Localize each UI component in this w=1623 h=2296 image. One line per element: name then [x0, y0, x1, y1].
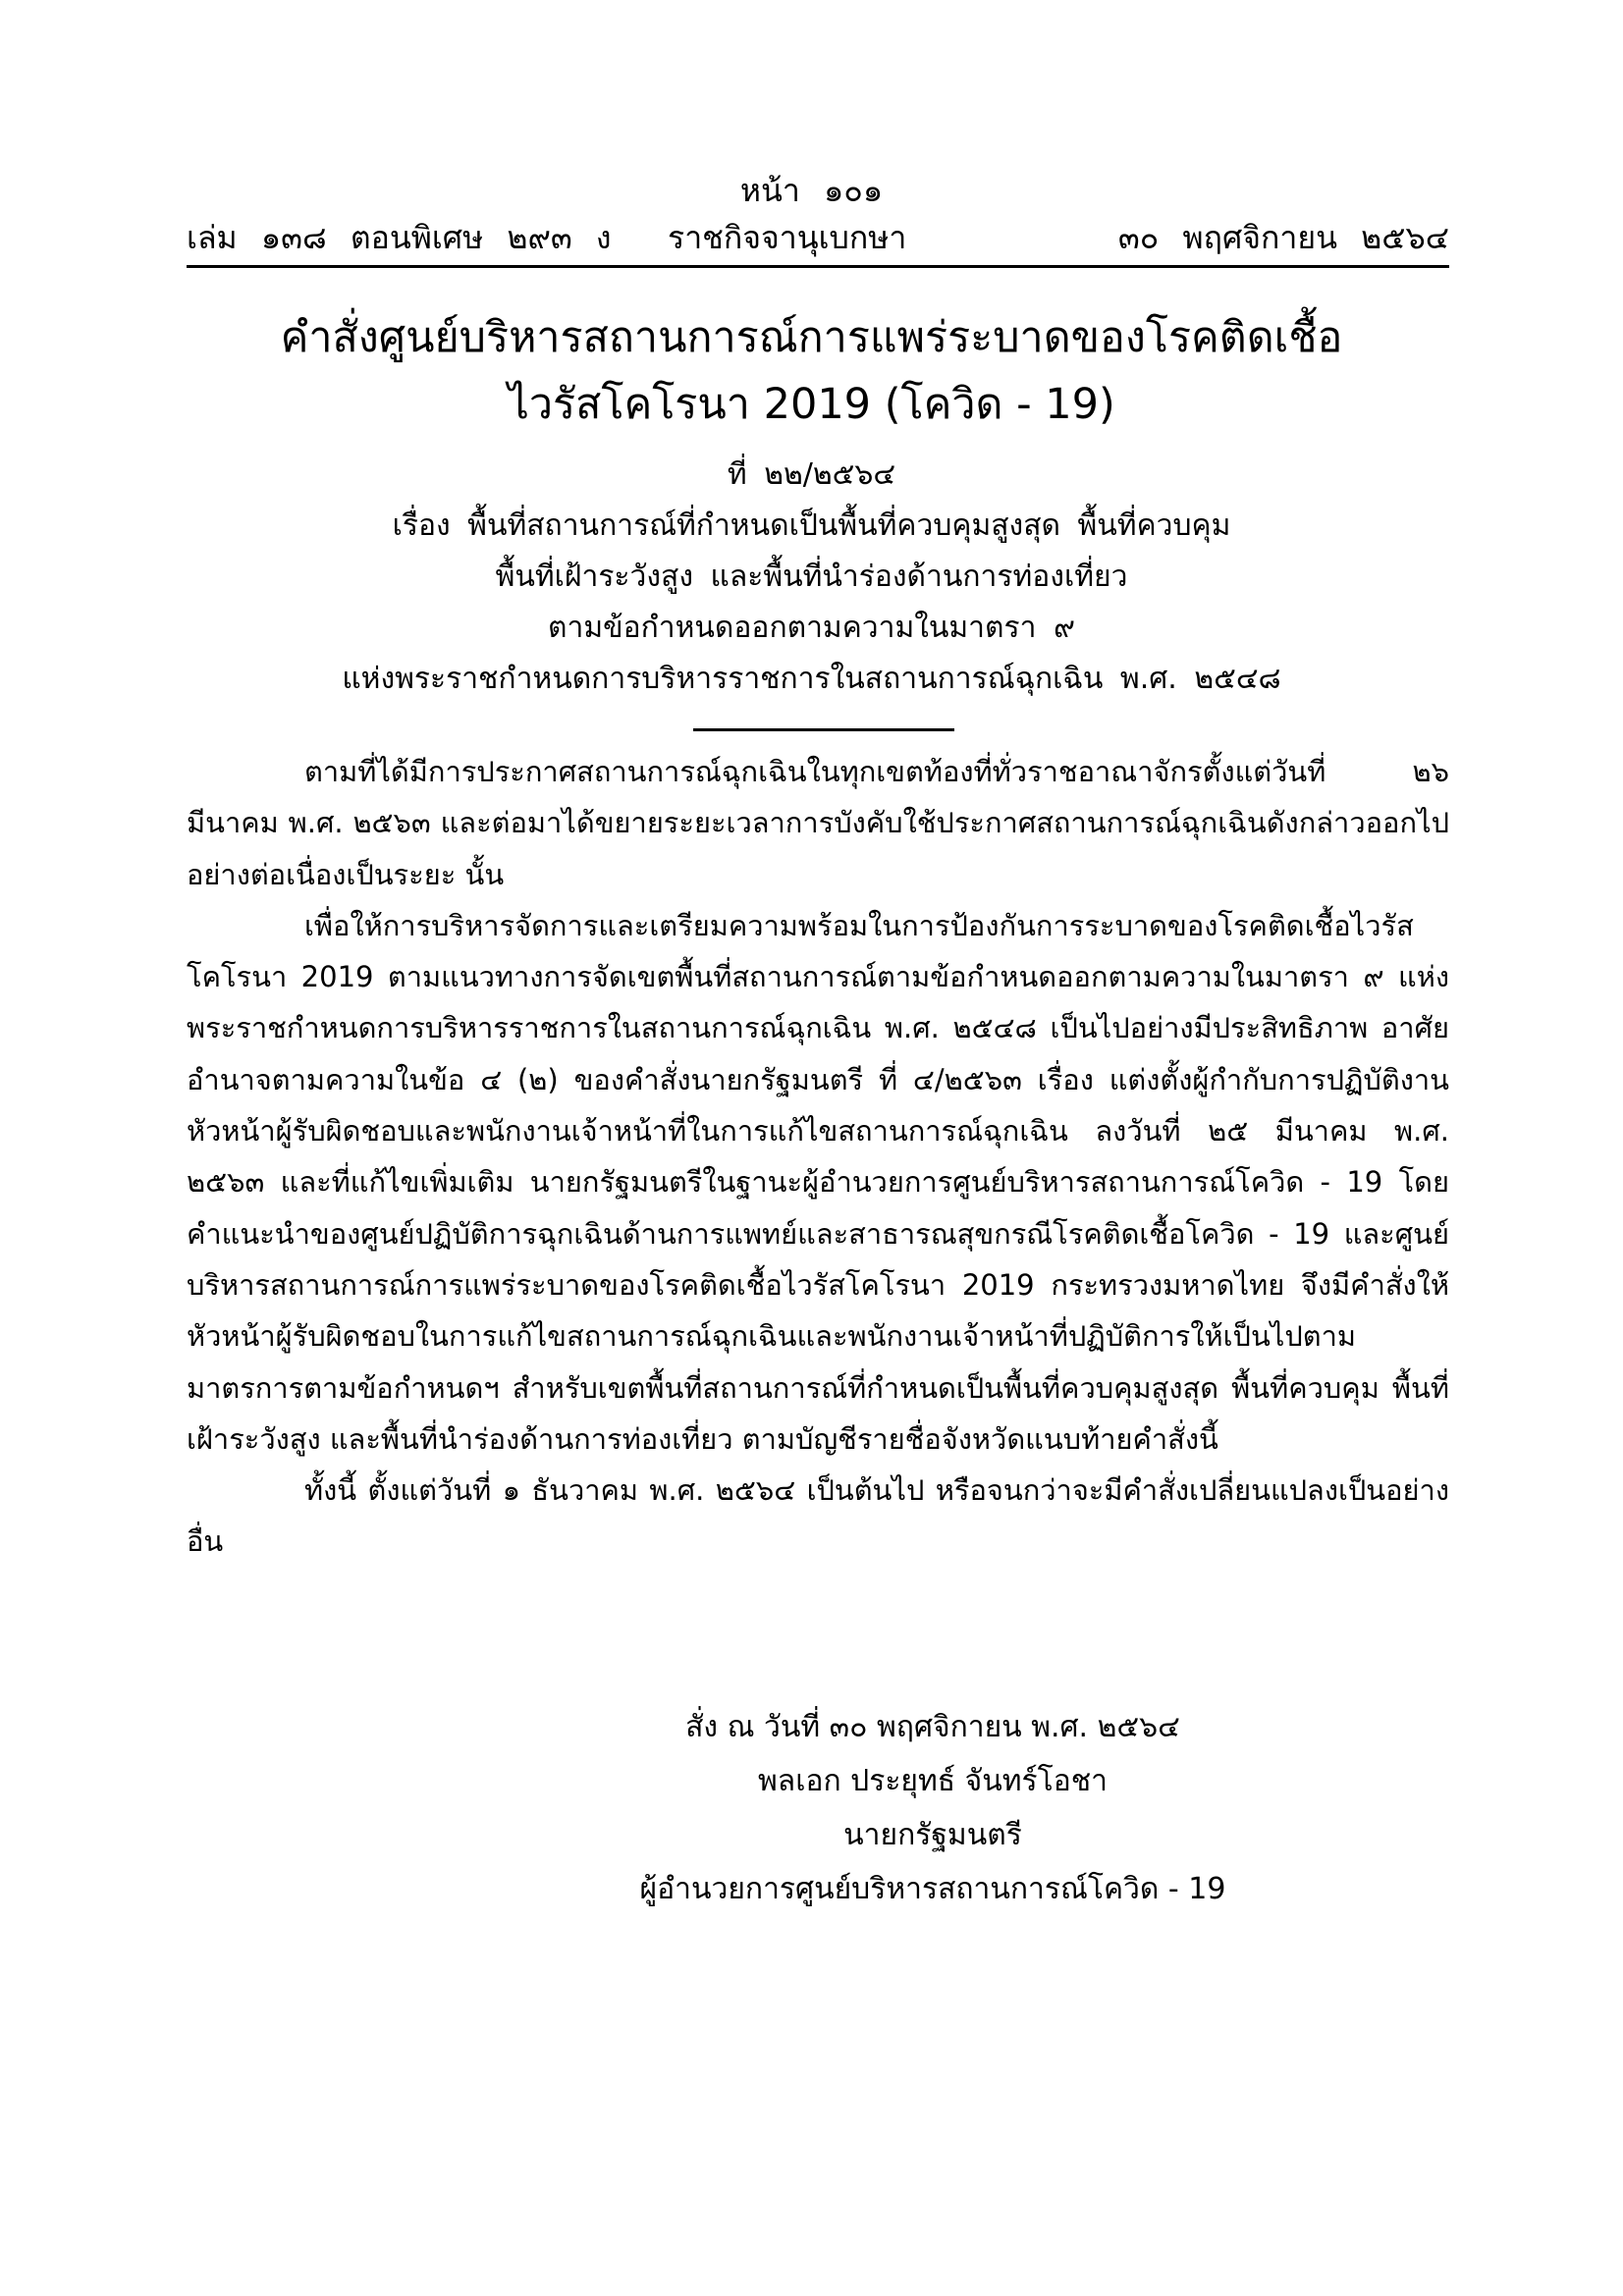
subject-divider — [693, 728, 954, 731]
volume-info: เล่ม ๑๓๘ ตอนพิเศษ ๒๙๓ ง — [187, 219, 612, 256]
subject-line-1: เรื่อง พื้นที่สถานการณ์ที่กำหนดเป็นพื้นที่ควบคุมสูงสุด พื้นที่ควบคุม — [392, 508, 1231, 543]
gazette-date: ๓๐ พฤศจิกายน ๒๕๖๔ — [1117, 219, 1449, 256]
signature-block — [550, 1700, 1316, 1916]
subject-line-2: พื้นที่เฝ้าระวังสูง และพื้นที่นำร่องด้านการท่องเที่ยว — [495, 560, 1128, 594]
gazette-name: ราชกิจจานุเบกษา — [668, 219, 907, 256]
body-paragraph-3: ทั้งนี้ ตั้งแต่วันที่ ๑ ธันวาคม พ.ศ. ๒๕๖๔ เป็นต้นไป หรือจนกว่าจะมีคำสั่งเปลี่ยนแปลงเป็นอย่างอื่น — [187, 1473, 1449, 1559]
document-title — [118, 304, 1505, 438]
title-line-2: ไวรัสโคโรนา 2019 (โควิด - 19) — [508, 380, 1115, 429]
body-paragraph-2: เพื่อให้การบริหารจัดการและเตรียมความพร้อมในการป้องกันการระบาดของโรคติดเชื้อไวรัสโคโรนา 2019 ตามแนวทางการจัดเขตพื้นที่สถานการณ์ตามข้อกำหนดออกตามความในมาตรา ๙ แห่งพระราชกำหนดการบริหารราชการในสถานการณ์ฉุกเฉิน พ.ศ. ๒๕๔๘ เป็นไปอย่างมีประสิทธิภาพ อาศัยอำนาจตามความในข้อ ๔ (๒) ของคำสั่งนายกรัฐมนตรี ที่ ๔/๒๕๖๓ เรื่อง แต่งตั้งผู้กำกับการปฏิบัติงาน หัวหน้าผู้รับผิดชอบและพนักงานเจ้าหน้าที่ในการแก้ไขสถานการณ์ฉุกเฉิน ลงวันที่ ๒๕ มีนาคม พ.ศ. ๒๕๖๓ และที่แก้ไขเพิ่มเติม นายกรัฐมนตรีในฐานะผู้อำนวยการศูนย์บริหารสถานการณ์โควิด - 19 โดยคำแนะนำของศูนย์ปฏิบัติการฉุกเฉินด้านการแพทย์และสาธารณสุขกรณีโรคติดเชื้อโควิด - 19 และศูนย์บริหารสถานการณ์การแพร่ระบาดของโรคติดเชื้อไวรัสโคโรนา 2019 กระทรวงมหาดไทย จึงมีคำสั่งให้หัวหน้าผู้รับผิดชอบในการแก้ไขสถานการณ์ฉุกเฉินและพนักงานเจ้าหน้าที่ปฏิบัติการให้เป็นไปตามมาตรการตามข้อกำหนดฯ สำหรับเขตพื้นที่สถานการณ์ที่กำหนดเป็นพื้นที่ควบคุมสูงสุด พื้นที่ควบคุม พื้นที่เฝ้าระวังสูง และพื้นที่นำร่องด้านการท่องเที่ยว ตามบัญชีรายชื่อจังหวัดแนบท้ายคำสั่งนี้ — [187, 908, 1449, 1456]
document-subject — [118, 450, 1505, 705]
title-line-1: คำสั่งศูนย์บริหารสถานการณ์การแพร่ระบาดของโรคติดเชื้อ — [280, 313, 1343, 362]
signer-role: ผู้อำนวยการศูนย์บริหารสถานการณ์โควิด - 19 — [639, 1872, 1226, 1906]
issued-date: สั่ง ณ วันที่ ๓๐ พฤศจิกายน พ.ศ. ๒๕๖๔ — [685, 1710, 1180, 1744]
signer-name: พลเอก ประยุทธ์ จันทร์โอชา — [758, 1764, 1108, 1798]
document-body — [187, 746, 1449, 1568]
gazette-header — [187, 216, 1449, 265]
signer-position: นายกรัฐมนตรี — [843, 1818, 1022, 1852]
body-paragraph-1: ตามที่ได้มีการประกาศสถานการณ์ฉุกเฉินในทุกเขตท้องที่ทั่วราชอาณาจักรตั้งแต่วันที่ ๒๖ มีนาคม พ.ศ. ๒๕๖๓ และต่อมาได้ขยายระยะเวลาการบังคับใช้ประกาศสถานการณ์ฉุกเฉินดังกล่าวออกไปอย่างต่อเนื่องเป็นระยะ นั้น — [187, 755, 1449, 891]
header-divider — [187, 265, 1449, 268]
subject-line-3: ตามข้อกำหนดออกตามความในมาตรา ๙ — [548, 611, 1075, 645]
page-number: หน้า ๑๐๑ — [739, 172, 884, 209]
subject-line-4: แห่งพระราชกำหนดการบริหารราชการในสถานการณ์ฉุกเฉิน พ.ศ. ๒๕๔๘ — [342, 662, 1281, 696]
order-number: ที่ ๒๒/๒๕๖๔ — [727, 457, 896, 492]
